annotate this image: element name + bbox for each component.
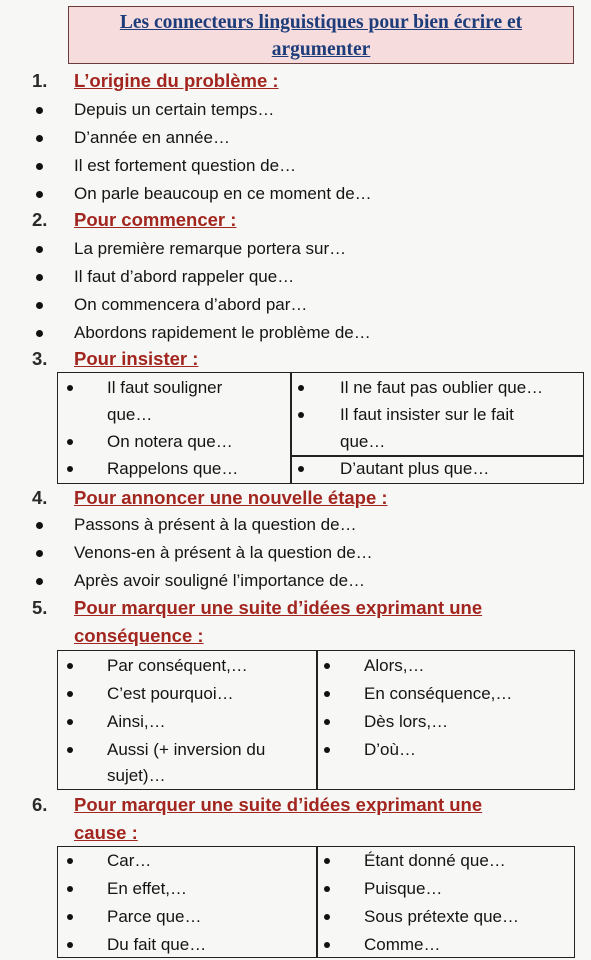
section-6-number: 6. bbox=[32, 794, 48, 815]
table-cell: En conséquence,… bbox=[364, 684, 513, 703]
table-cell: Il ne faut pas oublier que… bbox=[340, 378, 544, 397]
bullet-icon bbox=[36, 578, 43, 585]
table-cell: Ainsi,… bbox=[107, 712, 166, 731]
table-divider bbox=[316, 651, 318, 789]
bullet-icon bbox=[36, 135, 43, 142]
bullet-icon bbox=[67, 691, 73, 697]
table-cell: sujet)… bbox=[107, 766, 166, 785]
table-cell: Il faut souligner bbox=[107, 378, 223, 397]
table-cell: Puisque… bbox=[364, 879, 443, 898]
section-3-table bbox=[57, 372, 584, 484]
bullet-icon bbox=[67, 663, 73, 669]
section-5-title-cont: conséquence : bbox=[74, 625, 204, 646]
table-cell: Il faut insister sur le fait bbox=[340, 405, 514, 424]
table-cell: D’autant plus que… bbox=[340, 459, 490, 478]
bullet-icon bbox=[67, 747, 73, 753]
section-4-title: Pour annoncer une nouvelle étape : bbox=[74, 487, 388, 508]
table-cell: Sous prétexte que… bbox=[364, 907, 519, 926]
bullet-icon bbox=[324, 858, 330, 864]
bullet-icon bbox=[67, 719, 73, 725]
table-cell: Rappelons que… bbox=[107, 459, 239, 478]
bullet-icon bbox=[298, 412, 304, 418]
title-line-2: argumenter bbox=[271, 39, 371, 60]
table-cell: Dès lors,… bbox=[364, 712, 449, 731]
bullet-icon bbox=[298, 466, 304, 472]
bullet-icon bbox=[36, 246, 43, 253]
bullet-icon bbox=[67, 385, 73, 391]
section-6-title-cont: cause : bbox=[74, 822, 138, 843]
bullet-icon bbox=[36, 107, 43, 114]
table-cell: En effet,… bbox=[107, 879, 188, 898]
section-3-number: 3. bbox=[32, 348, 48, 369]
section-3-title: Pour insister : bbox=[74, 348, 199, 369]
table-cell: Étant donné que… bbox=[364, 851, 506, 870]
bullet-icon bbox=[67, 914, 73, 920]
section-5-title: Pour marquer une suite d’idées exprimant une bbox=[74, 597, 483, 618]
bullet-icon bbox=[67, 886, 73, 892]
table-divider bbox=[316, 847, 318, 957]
section-1-number: 1. bbox=[32, 70, 48, 91]
bullet-icon bbox=[36, 330, 43, 337]
bullet-icon bbox=[324, 719, 330, 725]
table-cell: Par conséquent,… bbox=[107, 656, 248, 675]
table-cell: Parce que… bbox=[107, 907, 202, 926]
bullet-icon bbox=[324, 663, 330, 669]
section-1-title: L’origine du problème : bbox=[74, 70, 279, 91]
table-divider bbox=[290, 373, 292, 483]
section-4-number: 4. bbox=[32, 487, 48, 508]
bullet-icon bbox=[324, 747, 330, 753]
section-6-table bbox=[57, 846, 575, 958]
bullet-icon bbox=[36, 191, 43, 198]
bullet-icon bbox=[36, 163, 43, 170]
bullet-icon bbox=[324, 691, 330, 697]
title-line-1: Les connecteurs linguistiques pour bien écrire et bbox=[119, 12, 523, 33]
table-cell: Car… bbox=[107, 851, 152, 870]
table-cell: que… bbox=[107, 405, 153, 424]
table-cell: Comme… bbox=[364, 935, 441, 954]
table-cell: Aussi (+ inversion du bbox=[107, 740, 266, 759]
table-cell: Du fait que… bbox=[107, 935, 207, 954]
section-5-number: 5. bbox=[32, 597, 48, 618]
section-5-table bbox=[57, 650, 575, 790]
table-cell: On notera que… bbox=[107, 432, 233, 451]
bullet-icon bbox=[36, 302, 43, 309]
bullet-icon bbox=[324, 942, 330, 948]
bullet-icon bbox=[324, 914, 330, 920]
section-6-title: Pour marquer une suite d’idées exprimant une bbox=[74, 794, 483, 815]
bullet-icon bbox=[67, 942, 73, 948]
bullet-icon bbox=[36, 274, 43, 281]
section-2-number: 2. bbox=[32, 209, 48, 230]
bullet-icon bbox=[36, 550, 43, 557]
bullet-icon bbox=[67, 439, 73, 445]
bullet-icon bbox=[298, 385, 304, 391]
bullet-icon bbox=[67, 858, 73, 864]
bullet-icon bbox=[36, 522, 43, 529]
table-cell: Alors,… bbox=[364, 656, 425, 675]
table-cell: D’où… bbox=[364, 740, 416, 759]
bullet-icon bbox=[324, 886, 330, 892]
bullet-icon bbox=[67, 466, 73, 472]
table-cell: C’est pourquoi… bbox=[107, 684, 234, 703]
section-2-title: Pour commencer : bbox=[74, 209, 237, 230]
table-cell: que… bbox=[340, 432, 386, 451]
title-box bbox=[68, 6, 574, 64]
